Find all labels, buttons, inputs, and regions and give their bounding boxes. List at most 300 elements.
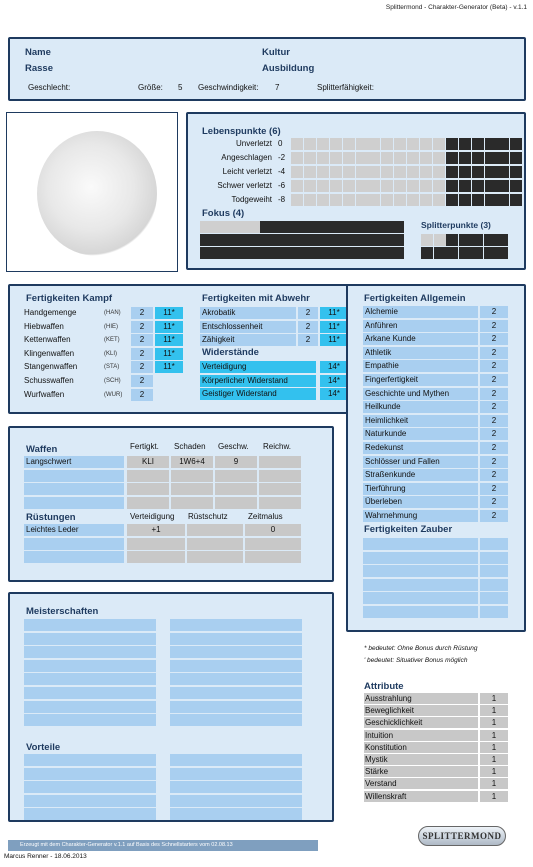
fokus-box <box>296 234 308 246</box>
lp-box <box>510 194 522 206</box>
waffen-title: Waffen <box>26 444 58 455</box>
splitter-box <box>484 234 496 246</box>
general-skill-name: Schlösser und Fallen <box>363 456 478 468</box>
fokus-box <box>272 247 284 259</box>
resist-name: Körperlicher Widerstand <box>200 375 316 387</box>
col-ruestschutz: Rüstschutz <box>188 512 228 521</box>
attribute-value: 1 <box>480 754 508 765</box>
lp-box <box>433 138 445 150</box>
lp-box <box>343 180 355 192</box>
fokus-box <box>212 221 224 233</box>
splitter-box <box>446 247 458 259</box>
general-skill-name: Alchemie <box>363 306 478 318</box>
kampf-skill-extra: 11* <box>155 321 183 333</box>
splitter-box <box>421 247 433 259</box>
splitter-box <box>459 234 471 246</box>
lp-box <box>459 166 471 178</box>
note-2: ' bedeutet: Situativer Bonus möglich <box>364 657 468 664</box>
advantage-right <box>170 795 302 807</box>
lp-box <box>485 138 497 150</box>
lp-box <box>368 180 380 192</box>
lp-box <box>407 180 419 192</box>
fokus-box <box>320 221 332 233</box>
kampf-skill-value: 2 <box>131 389 153 401</box>
general-skill-name: Straßenkunde <box>363 469 478 481</box>
splitter-box <box>421 234 433 246</box>
lp-box <box>381 138 393 150</box>
lp-box <box>304 194 316 206</box>
splitter-box <box>434 234 446 246</box>
weapon-damage <box>171 497 213 509</box>
lp-box <box>459 194 471 206</box>
spell-skill-name <box>363 606 478 618</box>
attribute-value: 1 <box>480 705 508 716</box>
attribute-name: Intuition <box>364 730 478 741</box>
mastery-right <box>170 646 302 658</box>
groesse-value: 5 <box>178 83 183 92</box>
fokus-box <box>308 221 320 233</box>
col-zeitmalus: Zeitmalus <box>248 512 283 521</box>
lp-box <box>368 152 380 164</box>
kampf-skill-value: 2 <box>131 375 153 387</box>
fokus-box <box>332 234 344 246</box>
weapon-speed <box>215 497 257 509</box>
general-skill-value: 2 <box>480 333 508 345</box>
weapon-skill <box>127 497 169 509</box>
lp-box <box>317 166 329 178</box>
fokus-box <box>236 247 248 259</box>
resist-value: 14* <box>320 388 348 400</box>
weapon-name <box>24 483 124 495</box>
fokus-box <box>224 247 236 259</box>
mastery-right <box>170 673 302 685</box>
col-reichw: Reichw. <box>263 442 292 451</box>
fokus-title: Fokus (4) <box>202 208 245 219</box>
kampf-skill-name: Schusswaffen <box>24 376 74 385</box>
spell-skill-value <box>480 592 508 604</box>
mastery-left <box>24 714 156 726</box>
weapon-skill <box>127 470 169 482</box>
advantage-right <box>170 808 302 820</box>
weapon-name: Langschwert <box>24 456 124 468</box>
lp-modifier: 0 <box>278 139 283 148</box>
spell-skill-name <box>363 538 478 550</box>
lp-box <box>356 194 368 206</box>
kampf-skill-value: 2 <box>131 361 153 373</box>
lp-box <box>368 138 380 150</box>
lp-box <box>330 194 342 206</box>
fokus-box <box>284 234 296 246</box>
lp-box <box>407 138 419 150</box>
resist-name: Verteidigung <box>200 361 316 373</box>
abwehr-skill-extra: 11* <box>320 307 348 319</box>
fokus-box <box>380 221 392 233</box>
kampf-skill-name: Hiebwaffen <box>24 321 64 331</box>
lp-box <box>343 152 355 164</box>
lp-box <box>356 180 368 192</box>
weapon-skill: KLI <box>127 456 169 468</box>
abwehr-skill-value: 2 <box>298 334 318 346</box>
lp-box <box>330 152 342 164</box>
resist-value: 14* <box>320 361 348 373</box>
lp-box <box>433 194 445 206</box>
general-skill-value: 2 <box>480 469 508 481</box>
advantage-left <box>24 808 156 820</box>
kampf-skill-name: Wurfwaffen <box>24 389 65 399</box>
attribute-name: Verstand <box>364 778 478 789</box>
general-skill-value: 2 <box>480 374 508 386</box>
armor-time-penalty <box>245 551 301 563</box>
masteries-panel <box>8 592 334 822</box>
general-skill-name: Überleben <box>363 496 478 508</box>
fokus-box <box>332 247 344 259</box>
kampf-skill-row <box>24 321 137 333</box>
mastery-right <box>170 660 302 672</box>
kampf-skill-abbr: (KET) <box>104 337 120 344</box>
lp-box <box>394 166 406 178</box>
col-verteidigung: Verteidigung <box>130 512 175 521</box>
armor-name <box>24 551 124 563</box>
advantage-left <box>24 754 156 766</box>
fokus-box <box>368 221 380 233</box>
mastery-left <box>24 687 156 699</box>
skills-combat-panel <box>8 284 354 414</box>
attribute-title: Attribute <box>364 681 404 692</box>
mastery-left <box>24 619 156 631</box>
fokus-box <box>236 221 248 233</box>
general-skill-name: Arkane Kunde <box>363 333 478 345</box>
lp-box <box>407 194 419 206</box>
abwehr-title: Fertigkeiten mit Abwehr <box>202 293 310 304</box>
allgemein-title: Fertigkeiten Allgemein <box>364 293 466 304</box>
splitter-label: Splitterfähigkeit: <box>317 83 374 92</box>
attribute-name: Stärke <box>364 766 478 777</box>
fokus-box <box>368 234 380 246</box>
footer-author: Marcus Renner - 18.06.2013 <box>4 853 87 860</box>
splitter-box <box>496 234 508 246</box>
lp-box <box>356 166 368 178</box>
general-skill-name: Wahrnehmung <box>363 510 478 522</box>
lp-box <box>291 166 303 178</box>
lp-box <box>343 194 355 206</box>
mastery-left <box>24 660 156 672</box>
lp-box <box>291 152 303 164</box>
fokus-box <box>212 234 224 246</box>
weapon-skill <box>127 483 169 495</box>
abwehr-skill-value: 2 <box>298 307 318 319</box>
mastery-right <box>170 701 302 713</box>
attribute-value: 1 <box>480 791 508 802</box>
kampf-skill-abbr: (HAN) <box>104 310 121 316</box>
lp-box <box>485 194 497 206</box>
lp-box <box>510 138 522 150</box>
attribute-name: Ausstrahlung <box>364 693 478 704</box>
splitter-box <box>484 247 496 259</box>
weapon-speed: 9 <box>215 456 257 468</box>
kampf-skill-abbr: (HIE) <box>104 323 118 330</box>
general-skill-name: Heilkunde <box>363 401 478 413</box>
lp-box <box>497 166 509 178</box>
splitter-box <box>471 234 483 246</box>
general-skill-value: 2 <box>480 496 508 508</box>
lp-box <box>472 152 484 164</box>
spell-skill-value <box>480 552 508 564</box>
general-skill-value: 2 <box>480 510 508 522</box>
attribute-value: 1 <box>480 693 508 704</box>
fokus-box <box>200 247 212 259</box>
lp-box <box>433 166 445 178</box>
fokus-box <box>320 234 332 246</box>
lp-box <box>330 166 342 178</box>
lp-box <box>317 152 329 164</box>
footer-generated: Erzeugt mit dem Charakter-Generator v.1.1 auf Basis des Schnellstarters vom 02.08.13 <box>20 842 233 848</box>
kampf-skill-extra: 11* <box>155 334 183 346</box>
fokus-box <box>248 247 260 259</box>
lp-box <box>304 138 316 150</box>
armor-defense <box>127 538 185 550</box>
attribute-value: 1 <box>480 778 508 789</box>
lp-box <box>459 180 471 192</box>
fokus-box <box>356 247 368 259</box>
kampf-skill-extra: 11* <box>155 361 183 373</box>
advantage-right <box>170 768 302 780</box>
geschw-label: Geschwindigkeit: <box>198 83 259 92</box>
fokus-box <box>212 247 224 259</box>
attribute-name: Willenskraft <box>364 791 478 802</box>
portrait-image <box>37 131 157 256</box>
lp-box <box>446 180 458 192</box>
spell-skill-value <box>480 606 508 618</box>
lp-box <box>407 152 419 164</box>
spell-skill-name <box>363 552 478 564</box>
kampf-skill-row <box>24 307 137 319</box>
lp-box <box>433 152 445 164</box>
lp-box <box>317 194 329 206</box>
armor-name <box>24 538 124 550</box>
mastery-right <box>170 619 302 631</box>
weapon-name <box>24 497 124 509</box>
lp-box <box>497 152 509 164</box>
general-skill-value: 2 <box>480 428 508 440</box>
lebenspunkte-title: Lebenspunkte (6) <box>202 126 281 137</box>
geschlecht-label: Geschlecht: <box>28 83 71 92</box>
app-title: Splittermond - Charakter-Generator (Beta) - v.1.1 <box>385 4 527 11</box>
general-skill-name: Redekunst <box>363 442 478 454</box>
weapon-damage: 1W6+4 <box>171 456 213 468</box>
armor-defense: +1 <box>127 524 185 536</box>
splitter-box <box>434 247 446 259</box>
lp-box <box>510 180 522 192</box>
abwehr-skill-name: Entschlossenheit <box>200 321 296 333</box>
weapon-speed <box>215 483 257 495</box>
fokus-box <box>296 221 308 233</box>
attribute-value: 1 <box>480 717 508 728</box>
attribute-name: Konstitution <box>364 742 478 753</box>
rasse-label: Rasse <box>25 63 53 74</box>
advantage-left <box>24 781 156 793</box>
lp-box <box>472 166 484 178</box>
fokus-box <box>200 221 212 233</box>
col-schaden: Schaden <box>174 442 206 451</box>
fokus-box <box>344 247 356 259</box>
skills-general-panel <box>346 284 526 632</box>
spell-skill-value <box>480 565 508 577</box>
lp-box <box>446 152 458 164</box>
spell-skill-name <box>363 565 478 577</box>
general-skill-name: Tierführung <box>363 483 478 495</box>
lp-box <box>381 180 393 192</box>
weapon-speed <box>215 470 257 482</box>
attribute-value: 1 <box>480 766 508 777</box>
attribute-value: 1 <box>480 730 508 741</box>
fokus-box <box>308 247 320 259</box>
fokus-box <box>224 234 236 246</box>
lp-modifier: -8 <box>278 195 286 204</box>
fokus-box <box>368 247 380 259</box>
lp-box <box>459 138 471 150</box>
lp-box <box>356 152 368 164</box>
kampf-skill-abbr: (WUR) <box>104 391 123 398</box>
kampf-skill-name: Klingenwaffen <box>24 348 75 358</box>
name-label: Name <box>25 47 51 58</box>
attribute-name: Beweglichkeit <box>364 705 478 716</box>
geschw-value: 7 <box>275 83 280 92</box>
general-skill-value: 2 <box>480 320 508 332</box>
fokus-box <box>260 221 272 233</box>
lp-box <box>446 138 458 150</box>
lp-label: Schwer verletzt <box>217 181 272 190</box>
health-panel <box>186 112 526 270</box>
general-skill-name: Heimlichkeit <box>363 415 478 427</box>
advantage-left <box>24 795 156 807</box>
kampf-skill-name: Stangenwaffen <box>24 362 78 372</box>
general-skill-value: 2 <box>480 388 508 400</box>
kultur-label: Kultur <box>262 47 290 58</box>
attribute-name: Mystik <box>364 754 478 765</box>
spell-skill-value <box>480 579 508 591</box>
kampf-skill-abbr: (SCH) <box>104 378 121 384</box>
lp-box <box>446 166 458 178</box>
lp-box <box>497 194 509 206</box>
abwehr-skill-name: Akrobatik <box>200 307 296 319</box>
resist-value: 14* <box>320 375 348 387</box>
fokus-box <box>260 234 272 246</box>
general-skill-value: 2 <box>480 483 508 495</box>
lp-box <box>472 180 484 192</box>
lp-box <box>433 180 445 192</box>
lp-box <box>485 180 497 192</box>
splitter-box <box>471 247 483 259</box>
general-skill-value: 2 <box>480 401 508 413</box>
vorteile-title: Vorteile <box>26 742 61 753</box>
groesse-label: Größe: <box>138 83 163 92</box>
kampf-title: Fertigkeiten Kampf <box>26 293 113 304</box>
lp-box <box>394 138 406 150</box>
general-skill-name: Geschichte und Mythen <box>363 388 478 400</box>
general-skill-value: 2 <box>480 415 508 427</box>
general-skill-value: 2 <box>480 456 508 468</box>
lp-box <box>381 166 393 178</box>
fokus-box <box>392 221 404 233</box>
spell-skill-value <box>480 538 508 550</box>
fokus-box <box>296 247 308 259</box>
logo-text: SPLITTERMOND <box>422 831 502 841</box>
lp-box <box>472 138 484 150</box>
weapon-range <box>259 470 301 482</box>
lp-box <box>420 166 432 178</box>
lp-box <box>420 180 432 192</box>
col-fertigkt: Fertigkt. <box>130 442 159 451</box>
general-skill-name: Athletik <box>363 347 478 359</box>
lp-box <box>420 138 432 150</box>
general-skill-value: 2 <box>480 360 508 372</box>
fokus-box <box>380 234 392 246</box>
lp-box <box>459 152 471 164</box>
kampf-skill-abbr: (STA) <box>104 364 120 371</box>
weapon-range <box>259 456 301 468</box>
lp-box <box>291 138 303 150</box>
kampf-skill-row <box>24 361 137 373</box>
fokus-box <box>272 221 284 233</box>
general-skill-value: 2 <box>480 347 508 359</box>
widerstaende-title: Widerstände <box>202 347 259 358</box>
general-skill-value: 2 <box>480 306 508 318</box>
resist-name: Geistiger Widerstand <box>200 388 316 400</box>
fokus-box <box>248 221 260 233</box>
fokus-box <box>392 234 404 246</box>
weapon-range <box>259 497 301 509</box>
lp-box <box>291 180 303 192</box>
lp-label: Leicht verletzt <box>222 167 272 176</box>
meisterschaften-title: Meisterschaften <box>26 606 99 617</box>
fokus-box <box>224 221 236 233</box>
kampf-skill-abbr: (KLI) <box>104 350 118 357</box>
general-skill-name: Fingerfertigkeit <box>363 374 478 386</box>
lp-modifier: -6 <box>278 181 286 190</box>
lp-box <box>420 152 432 164</box>
header-panel <box>8 37 526 101</box>
lp-box <box>394 152 406 164</box>
lp-box <box>381 152 393 164</box>
ruestungen-title: Rüstungen <box>26 512 76 523</box>
lp-box <box>510 152 522 164</box>
armor-protection <box>187 551 243 563</box>
armor-protection <box>187 524 243 536</box>
general-skill-value: 2 <box>480 442 508 454</box>
lp-box <box>497 138 509 150</box>
abwehr-skill-name: Zähigkeit <box>200 334 296 346</box>
lp-box <box>356 138 368 150</box>
abwehr-skill-extra: 11* <box>320 321 348 333</box>
armor-name: Leichtes Leder <box>24 524 124 536</box>
kampf-skill-value: 2 <box>131 348 153 360</box>
ausbildung-label: Ausbildung <box>262 63 315 74</box>
lp-label: Todgeweiht <box>231 195 272 204</box>
advantage-left <box>24 768 156 780</box>
lp-box <box>394 180 406 192</box>
lp-box <box>420 194 432 206</box>
fokus-box <box>320 247 332 259</box>
weapons-panel <box>8 426 334 582</box>
weapon-range <box>259 483 301 495</box>
kampf-skill-row <box>24 348 137 360</box>
lp-box <box>330 138 342 150</box>
splitterpunkte-title: Splitterpunkte (3) <box>421 220 491 230</box>
kampf-skill-value: 2 <box>131 321 153 333</box>
lp-box <box>446 194 458 206</box>
fokus-box <box>236 234 248 246</box>
lp-box <box>472 194 484 206</box>
